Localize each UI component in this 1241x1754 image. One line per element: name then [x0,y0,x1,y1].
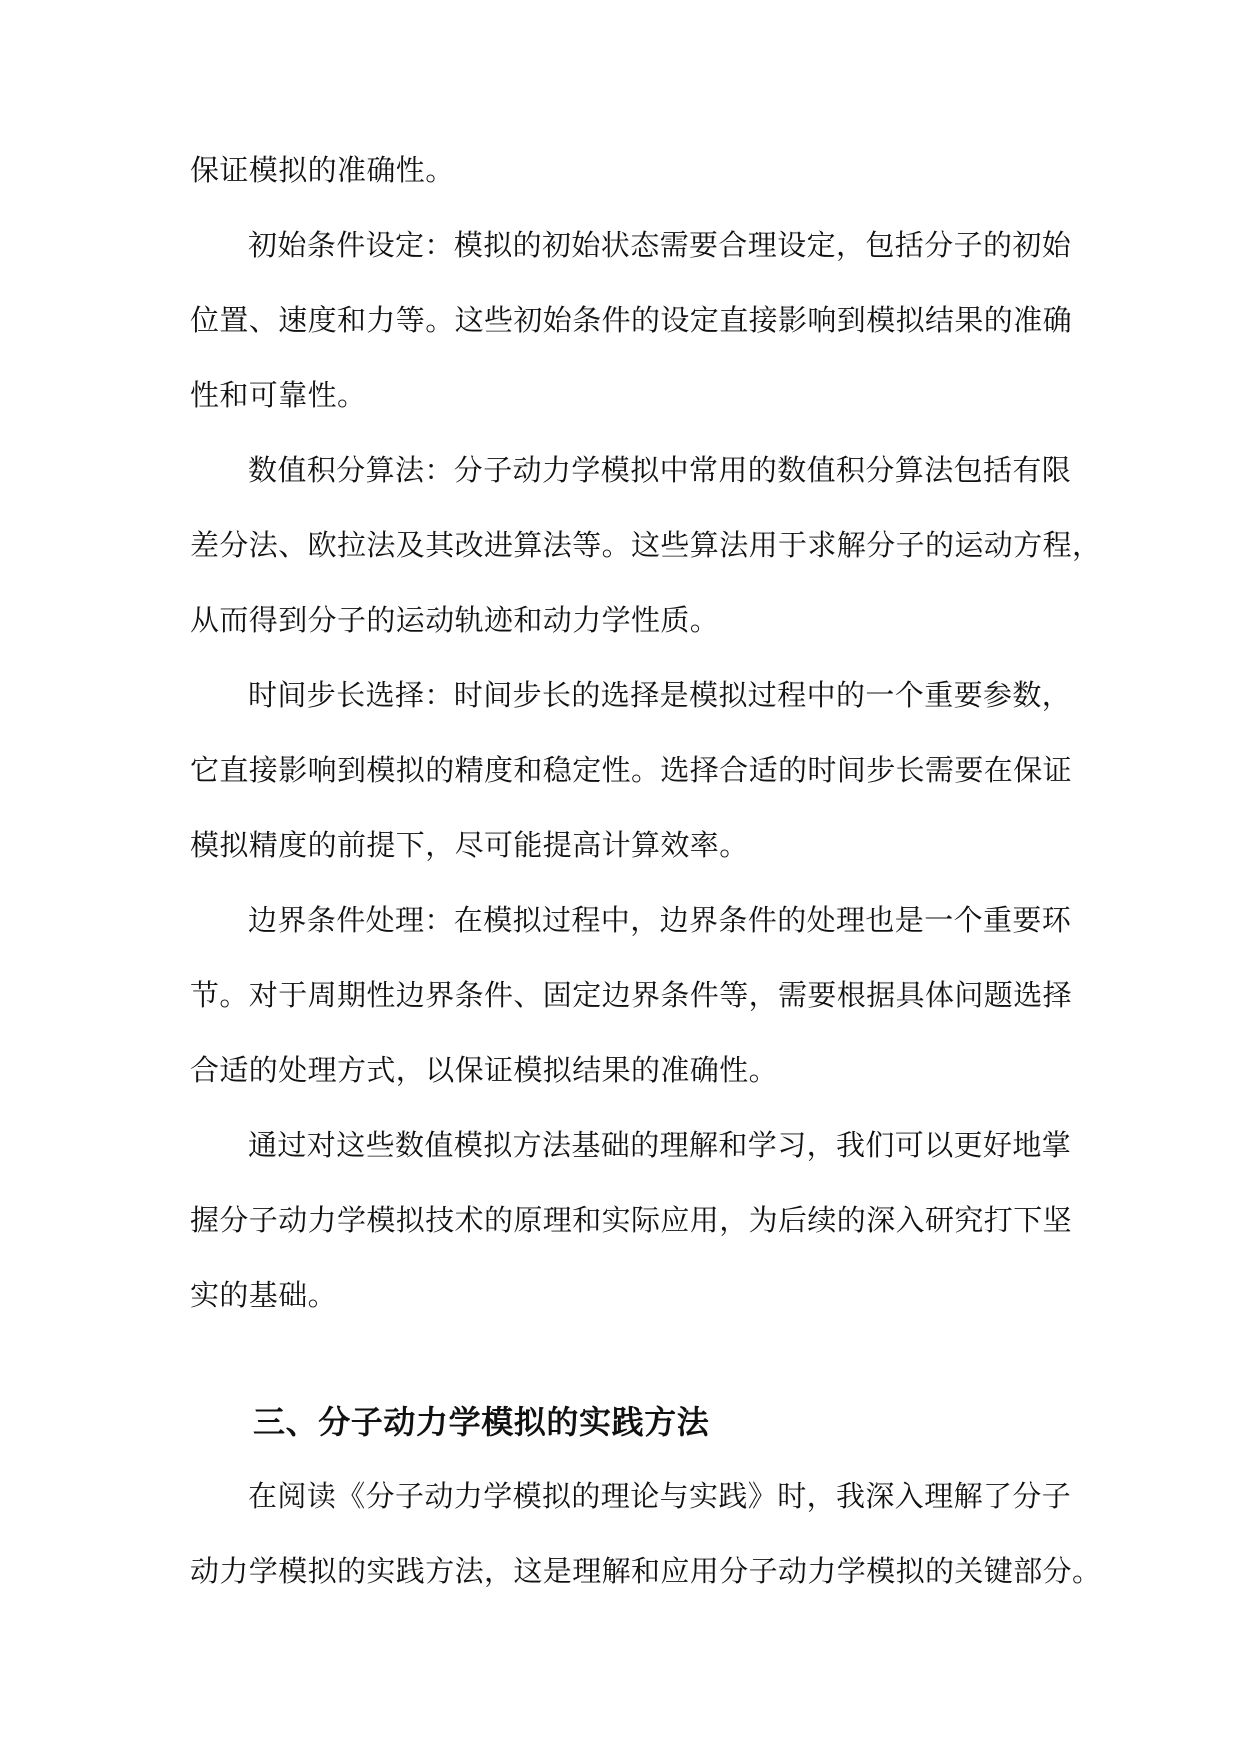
paragraph-line: 模拟精度的前提下，尽可能提高计算效率。 [190,828,749,862]
paragraph-line: 通过对这些数值模拟方法基础的理解和学习，我们可以更好地掌 [248,1128,1072,1162]
paragraph-line: 性和可靠性。 [190,378,367,412]
paragraph-line: 保证模拟的准确性。 [190,153,455,187]
paragraph-line: 节。对于周期性边界条件、固定边界条件等，需要根据具体问题选择 [190,978,1073,1012]
section-heading: 三、分子动力学模拟的实践方法 [253,1403,710,1441]
paragraph-line: 从而得到分子的运动轨迹和动力学性质。 [190,603,720,637]
paragraph-line: 边界条件处理：在模拟过程中，边界条件的处理也是一个重要环 [248,903,1072,937]
paragraph-line: 数值积分算法：分子动力学模拟中常用的数值积分算法包括有限 [248,453,1072,487]
paragraph-line: 合适的处理方式，以保证模拟结果的准确性。 [190,1053,779,1087]
paragraph-line: 初始条件设定：模拟的初始状态需要合理设定，包括分子的初始 [248,228,1072,262]
paragraph-line: 差分法、欧拉法及其改进算法等。这些算法用于求解分子的运动方程， [190,528,1102,562]
paragraph-line: 实的基础。 [190,1278,338,1312]
paragraph-line: 在阅读《分子动力学模拟的理论与实践》时，我深入理解了分子 [248,1479,1072,1513]
paragraph-line: 动力学模拟的实践方法，这是理解和应用分子动力学模拟的关键部分。 [190,1554,1102,1588]
paragraph-line: 它直接影响到模拟的精度和稳定性。选择合适的时间步长需要在保证 [190,753,1073,787]
paragraph-line: 时间步长选择：时间步长的选择是模拟过程中的一个重要参数， [248,678,1072,712]
paragraph-line: 位置、速度和力等。这些初始条件的设定直接影响到模拟结果的准确 [190,303,1073,337]
paragraph-line: 握分子动力学模拟技术的原理和实际应用，为后续的深入研究打下坚 [190,1203,1073,1237]
